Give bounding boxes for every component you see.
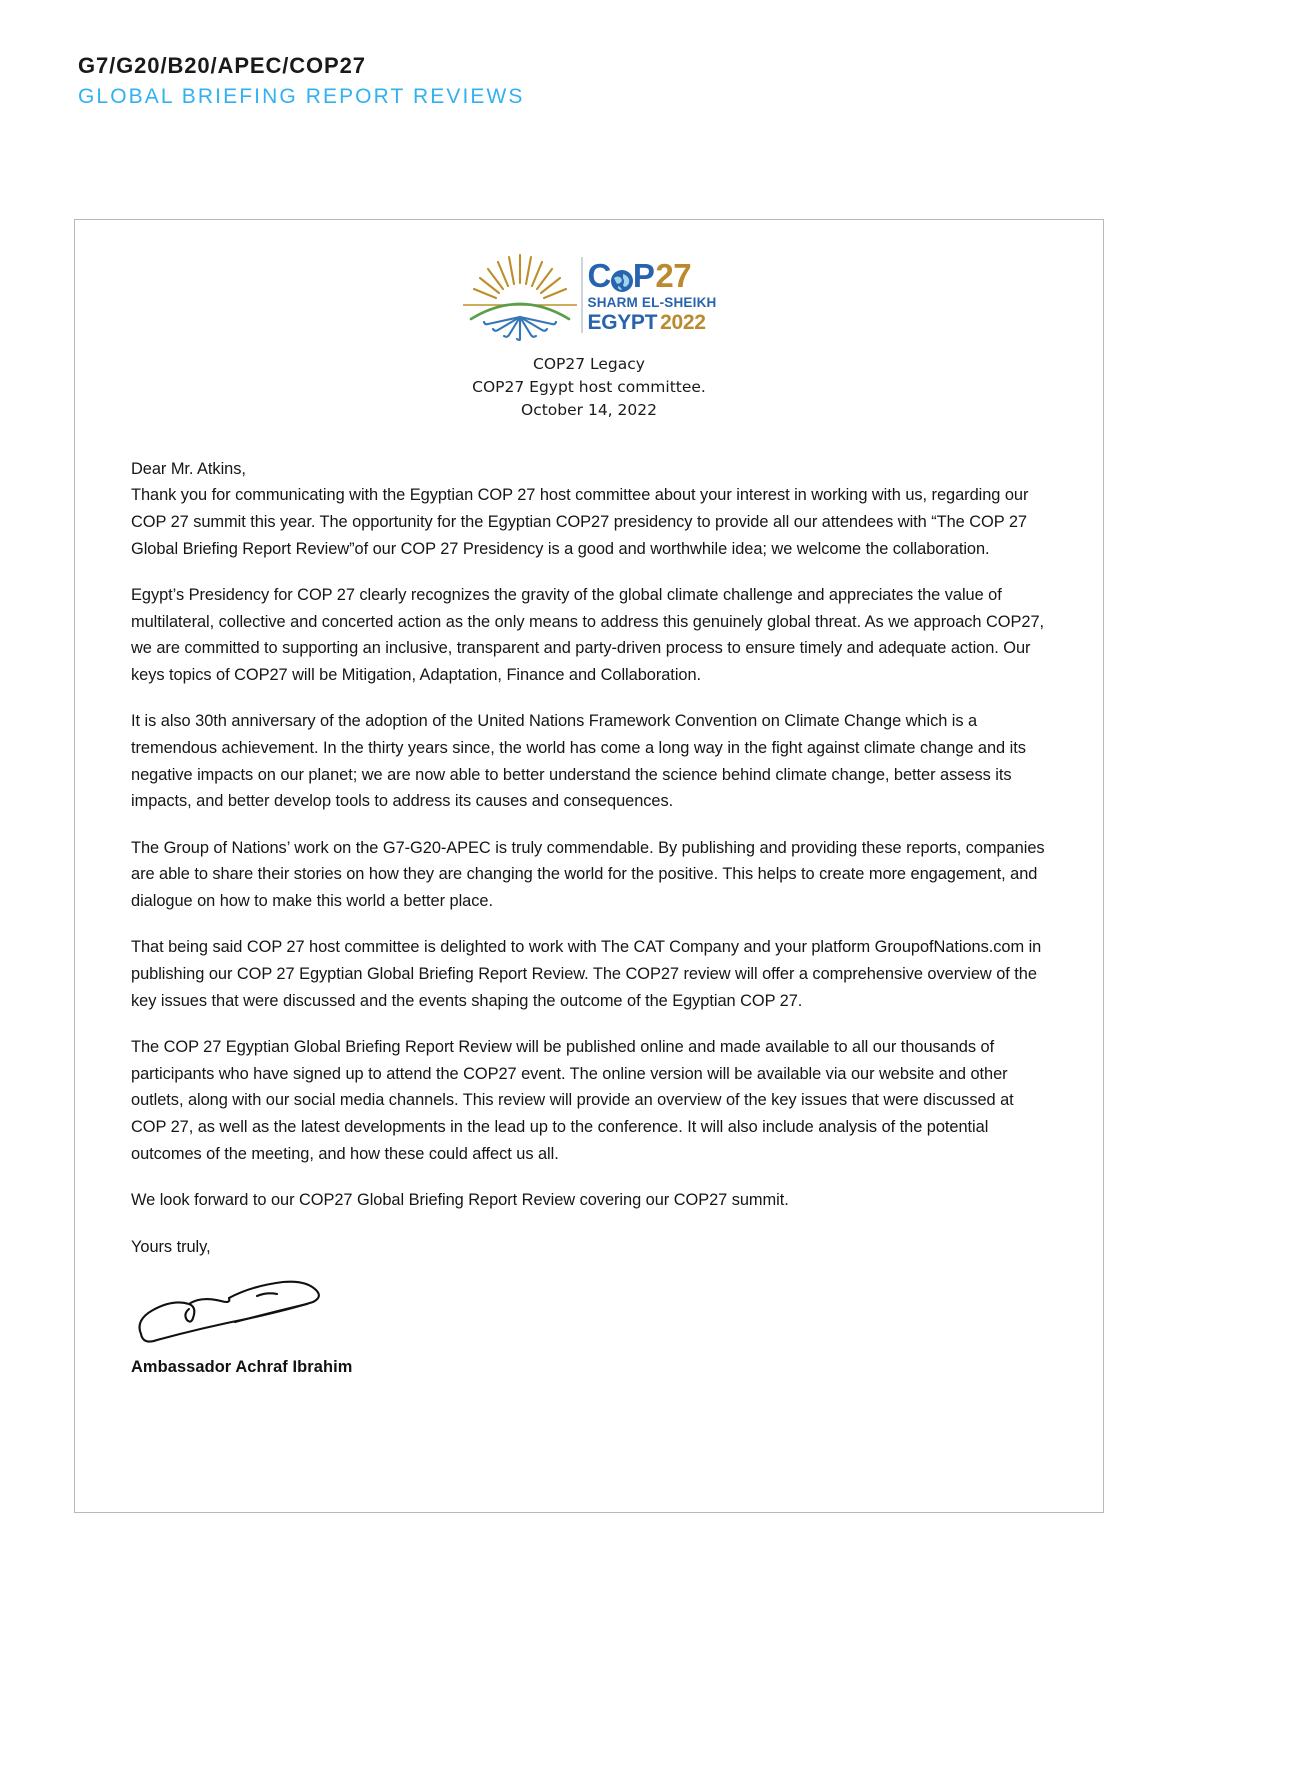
address-line-committee: COP27 Egypt host committee. [472,377,706,396]
signature-image [131,1268,431,1354]
cop27-logo [461,249,716,341]
closing-line: Yours truly, [131,1237,211,1256]
paragraph-7: We look forward to our COP27 Global Briefing Report Review covering our COP27 summit. [131,1191,789,1210]
wordmark-p: P [632,257,655,295]
address-block [75,353,1103,422]
paragraph-1: Thank you for communicating with the Egyptian COP 27 host committee about your interest in working with us, regarding our COP 27 summit this year. The opportunity for the Egyptian COP27 presidency to provide all our attendees with “The COP 27 Global Briefing Report Review”of our COP 27 Presidency is a good and worthwhile idea; we welcome the collaboration. [131,486,1029,558]
letter-body [131,456,1047,1381]
page-title: G7/G20/B20/APEC/COP27 [78,53,366,78]
wordmark-egypt: EGYPT [587,310,658,334]
wordmark-sharm-line: SHARM EL-SHEIKH [587,295,717,311]
logo-block [75,249,1103,341]
paragraph-2: Egypt’s Presidency for COP 27 clearly recognizes the gravity of the global climate challenge and appreciates the value of multilateral, collective and concerted action as the only means to address this genuinely global threat. As we approach COP27, we are committed to supporting an inclusive, transparent and party-driven process to ensure timely and adequate action. Our keys topics of COP27 will be Mitigation, Adaptation, Finance and Collaboration. [131,586,1045,684]
paragraph-5: That being said COP 27 host committee is delighted to work with The CAT Company and your platform GroupofNations.com in publishing our COP 27 Egyptian Global Briefing Report Review. The COP27 review will offer a comprehensive overview of the key issues that were discussed and the events shaping the outcome of the Egyptian COP 27. [131,938,1042,1010]
paragraph-3: It is also 30th anniversary of the adoption of the United Nations Framework Convention on Climate Change which is a tremendous achievement. In the thirty years since, the world has come a long way in the fight against climate change and its negative impacts on our planet; we are now able to better understand the science behind climate change, better assess its impacts, and better develop tools to address its causes and consequences. [131,712,1026,811]
letter-document [74,219,1104,1513]
paragraph-4: The Group of Nations’ work on the G7-G20-APEC is truly commendable. By publishing and providing these reports, companies are able to share their stories on how they are changing the world for the positive. This helps to create more engagement, and dialogue on how to make this world a better place. [131,838,1045,910]
address-line-date: October 14, 2022 [521,400,657,419]
signoff-name: Ambassador Achraf Ibrahim [131,1358,353,1377]
cop27-wordmark [581,257,716,333]
page-header [78,52,878,110]
wordmark-c: C [587,257,611,295]
globe-icon [610,265,634,289]
cop27-emblem-icon [461,249,579,341]
wordmark-27: 27 [655,257,692,295]
address-line-legacy: COP27 Legacy [533,355,645,373]
page-subtitle: GLOBAL BRIEFING REPORT REVIEWS [78,84,525,108]
wordmark-year: 2022 [660,310,706,334]
wordmark-egypt-line [587,312,716,333]
paragraph-6: The COP 27 Egyptian Global Briefing Report Review will be published online and made available to all our thousands of participants who have signed up to attend the COP27 event. The online version will be available via our website and other outlets, along with our social media channels. This review will provide an overview of the key issues that were discussed at COP 27, as well as the latest developments in the lead up to the conference. It will also include analysis of the potential outcomes of the meeting, and how these could affect us all. [131,1038,1014,1163]
salutation: Dear Mr. Atkins, [131,459,246,478]
cop27-wordmark-main [587,257,716,295]
